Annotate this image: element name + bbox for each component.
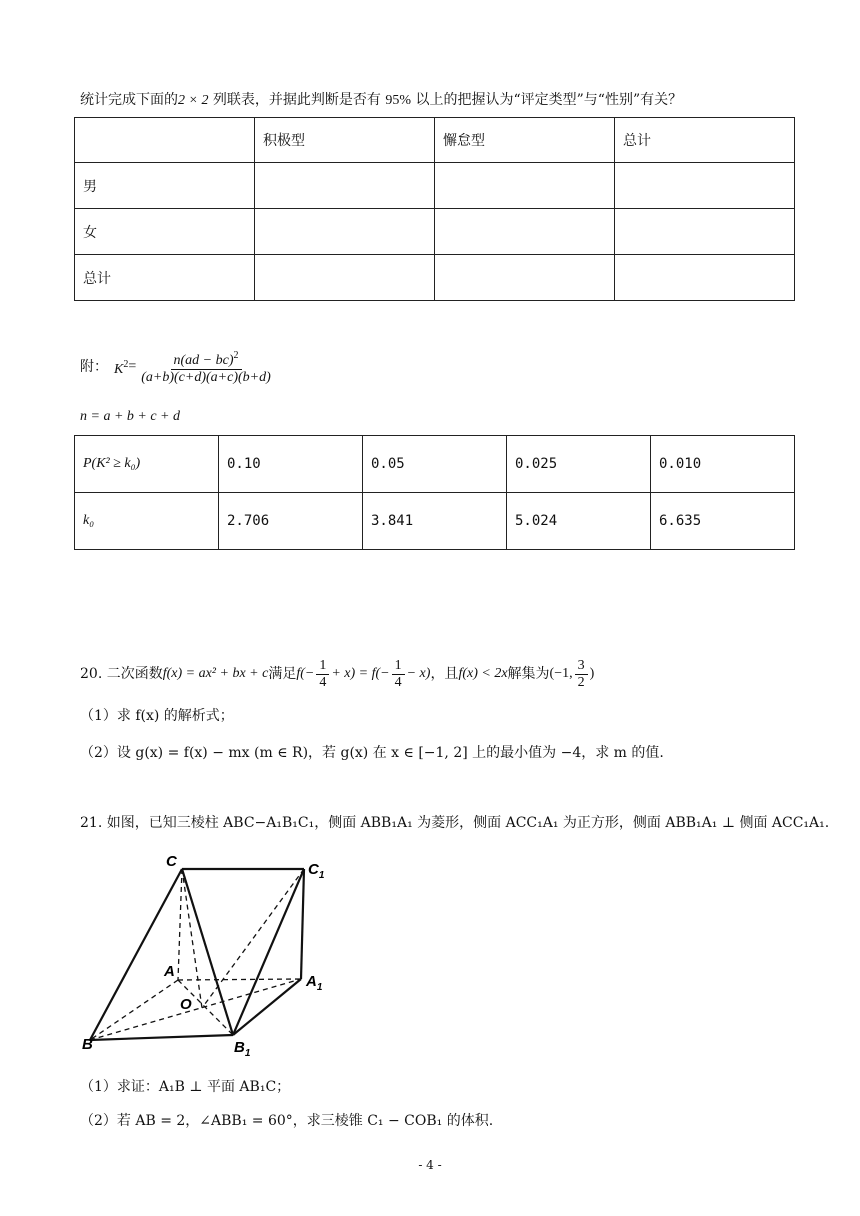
table-cell: 3.841 bbox=[363, 493, 507, 550]
intro-line bbox=[80, 90, 682, 111]
fraction-denominator: (a+b)(c+d)(a+c)(b+d) bbox=[141, 370, 271, 385]
q20-stem bbox=[80, 654, 594, 694]
q20-condition: f(− bbox=[296, 666, 315, 681]
fraction-numerator: n(ad − bc)$^2$ bbox=[171, 348, 242, 370]
page-number: - 4 - bbox=[418, 1158, 442, 1172]
label-c: C bbox=[166, 853, 177, 870]
appendix-prefix: 附： bbox=[80, 359, 108, 375]
header-cell: 懈怠型 bbox=[435, 118, 615, 163]
edge-c1a1 bbox=[301, 869, 304, 979]
contingency-table bbox=[74, 117, 795, 301]
equals-sign: = bbox=[128, 359, 137, 374]
q20-function: f(x) = ax² + bx + c bbox=[162, 666, 269, 681]
table-cell: 0.010 bbox=[651, 436, 795, 493]
table-cell: 6.635 bbox=[651, 493, 795, 550]
q20-solution-fraction: $\frac{3}{2}$ bbox=[575, 658, 588, 691]
table-row bbox=[75, 255, 795, 301]
label-b1: $B_1$ bbox=[234, 1039, 251, 1057]
q20-text: ，且 bbox=[430, 666, 459, 682]
row-label: k₀ bbox=[75, 493, 219, 550]
q20-solution: (−1, bbox=[549, 666, 573, 681]
table-cell bbox=[615, 209, 795, 255]
table-cell bbox=[435, 209, 615, 255]
label-c1: $C_1$ bbox=[308, 861, 325, 881]
table-cell: 2.706 bbox=[219, 493, 363, 550]
q20-part1: （1）求 f(x) 的解析式； bbox=[80, 708, 234, 724]
q20-number: 20. 二次函数 bbox=[80, 666, 163, 682]
q21-part2: （2）若 AB = 2，∠ABB₁ = 60°，求三棱锥 C₁ − COB₁ 的体积. bbox=[80, 1113, 494, 1129]
q21-part1: （1）求证：A₁B ⊥ 平面 AB₁C； bbox=[80, 1079, 291, 1095]
q20-part2: （2）设 g(x) = f(x) − mx (m ∈ R)，若 g(x) 在 x ∈ [−1, 2] 上的最小值为 −4，求 m 的值. bbox=[80, 745, 664, 761]
table-row bbox=[75, 493, 795, 550]
q20-inequality: f(x) < 2x bbox=[458, 666, 508, 681]
table-row bbox=[75, 209, 795, 255]
q20-solution-end: ) bbox=[589, 666, 595, 681]
q20-condition: + x) = f(− bbox=[331, 666, 390, 681]
table-row bbox=[75, 436, 795, 493]
q20-condition: − x) bbox=[406, 666, 431, 681]
table-header-row bbox=[75, 118, 795, 163]
label-a: A bbox=[164, 963, 175, 980]
intro-text: 统计完成下面的 bbox=[80, 92, 178, 108]
table-cell bbox=[435, 163, 615, 209]
table-cell bbox=[615, 163, 795, 209]
k-squared: $K^2$ bbox=[114, 358, 129, 377]
header-cell: 总计 bbox=[615, 118, 795, 163]
row-label: 总计 bbox=[75, 255, 255, 301]
appendix-formula bbox=[80, 342, 276, 392]
q20-text: 解集为 bbox=[507, 666, 550, 682]
intro-text-after: 以上的把握认为“评定类型”与“性别”有关？ bbox=[411, 92, 683, 108]
table-cell bbox=[615, 255, 795, 301]
q21-stem: 21. 如图，已知三棱柱 ABC−A₁B₁C₁，侧面 ABB₁A₁ 为菱形，侧面 ACC₁A₁ 为正方形，侧面 ABB₁A₁ ⊥ 侧面 ACC₁A₁. bbox=[80, 815, 830, 831]
edge-bb1 bbox=[90, 1035, 233, 1040]
table-cell: 0.05 bbox=[363, 436, 507, 493]
q20-fraction: $\frac{1}{4}$ bbox=[316, 658, 329, 691]
k-squared-fraction bbox=[138, 348, 274, 386]
table-cell bbox=[255, 255, 435, 301]
intro-text-mid: 列联表，并据此判断是否有 bbox=[208, 92, 386, 108]
edge-ba1-dashed bbox=[90, 979, 301, 1040]
edge-a1b1 bbox=[233, 979, 301, 1035]
header-cell: 积极型 bbox=[255, 118, 435, 163]
table-cell: 0.025 bbox=[507, 436, 651, 493]
critical-values-table bbox=[74, 435, 795, 550]
table-cell: 0.10 bbox=[219, 436, 363, 493]
confidence-percent: 95% bbox=[385, 93, 412, 108]
table-dimension: 2 × 2 bbox=[178, 93, 209, 108]
table-cell bbox=[255, 163, 435, 209]
edge-aa1-dashed bbox=[178, 979, 301, 980]
table-cell bbox=[435, 255, 615, 301]
q20-fraction: $\frac{1}{4}$ bbox=[392, 658, 405, 691]
label-b: B bbox=[82, 1036, 93, 1053]
row-label: P(K² ≥ k₀) bbox=[75, 436, 219, 493]
n-definition: n = a + b + c + d bbox=[80, 409, 181, 424]
label-o: O bbox=[180, 996, 192, 1013]
label-a1: $A_1$ bbox=[306, 973, 323, 993]
table-cell bbox=[255, 209, 435, 255]
table-cell: 5.024 bbox=[507, 493, 651, 550]
q20-text: 满足 bbox=[268, 666, 297, 682]
edge-ca-dashed bbox=[178, 869, 182, 980]
table-row bbox=[75, 163, 795, 209]
edge-cb bbox=[90, 869, 182, 1040]
prism-figure bbox=[80, 852, 350, 1057]
edge-ab-dashed bbox=[90, 980, 178, 1040]
row-label: 女 bbox=[75, 209, 255, 255]
row-label: 男 bbox=[75, 163, 255, 209]
header-cell bbox=[75, 118, 255, 163]
